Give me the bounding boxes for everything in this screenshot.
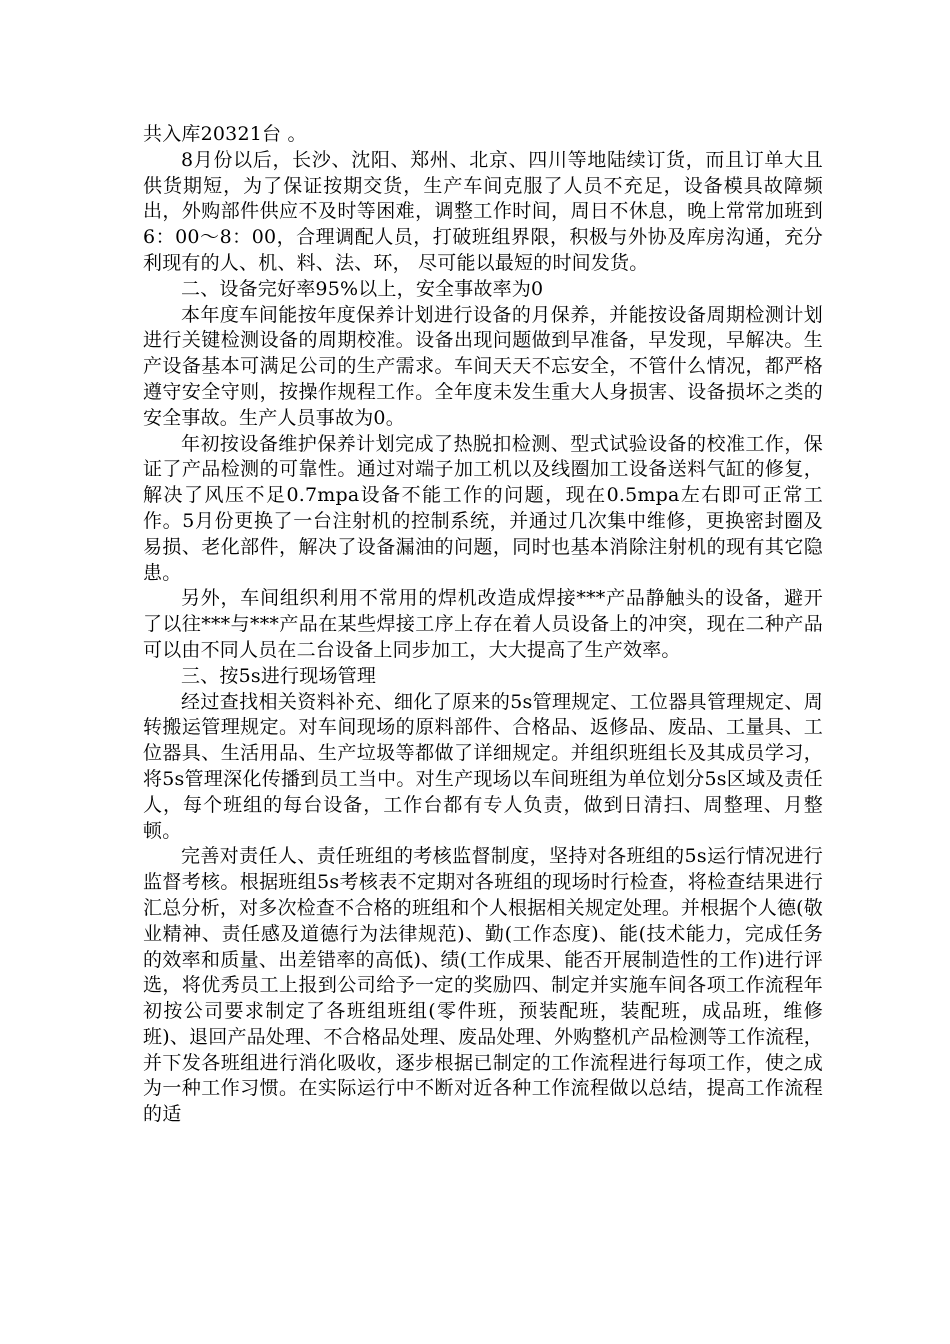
paragraph-august-orders: 8月份以后，长沙、沈阳、郑州、北京、四川等地陆续订货，而且订单大且供货期短，为了保证按期交货，生产车间克服了人员不充足，设备模具故障频出，外购部件供应不及时等困难，调整工作时间，周日不休息，晚上常常加班到6：00～8：00，合理调配人员，打破班组界限，积极与外协及库房沟通，充分利现有的人、机、料、法、环， 尽可能以最短的时间发货。 bbox=[143, 148, 823, 274]
paragraph-5s-regulations: 经过查找相关资料补充、细化了原来的5s管理规定、工位器具管理规定、周转搬运管理规定。对车间现场的原料部件、合格品、返修品、废品、工量具、工位器具、生活用品、生产垃圾等都做了详细规定。并组织班组长及其成员学习，将5s管理深化传播到员工当中。对生产现场以车间班组为单位划分5s区域及责任人，每个班组的每台设备，工作台都有专人负责，做到日清扫、周整理、月整顿。 bbox=[143, 690, 823, 842]
section-heading-equipment: 二、设备完好率95%以上，安全事故率为0 bbox=[181, 277, 544, 300]
paragraph-maintenance-plan: 本年度车间能按年度保养计划进行设备的月保养，并能按设备周期检测计划进行关键检测设备的周期校准。设备出现问题做到早准备，早发现，早解决。生产设备基本可满足公司的生产需求。车间天天不忘安全，不管什么情况，都严格遵守安全守则，按操作规程工作。全年度未发生重大人身损害、设备损坏之类的安全事故。生产人员事故为0。 bbox=[143, 303, 823, 429]
document-body bbox=[143, 122, 823, 1128]
paragraph-stock-total: 共入库20321台 。 bbox=[143, 123, 307, 145]
paragraph-calibration-repairs: 年初按设备维护保养计划完成了热脱扣检测、型式试验设备的校准工作，保证了产品检测的可靠性。通过对端子加工机以及线圈加工设备送料气缸的修复，解决了风压不足0.7mpa设备不能工作的问题，现在0.5mpa左右即可正常工作。5月份更换了一台注射机的控制系统，并通过几次集中维修，更换密封圈及易损、老化部件，解决了设备漏油的问题，同时也基本消除注射机的现有其它隐患。 bbox=[143, 432, 823, 584]
paragraph-assessment-workflow: 完善对责任人、责任班组的考核监督制度，坚持对各班组的5s运行情况进行监督考核。根据班组5s考核表不定期对各班组的现场时行检查，将检查结果进行汇总分析，对多次检查不合格的班组和个人根据相关规定处理。并根据个人德(敬业精神、责任感及道德行为法律规范)、勤(工作态度)、能(技术能力，完成任务的效率和质量、出差错率的高低)、绩(工作成果、能否开展制造性的工作)进行评选，将优秀员工上报到公司给予一定的奖励四、制定并实施车间各项工作流程年初按公司要求制定了各班组班组(零件班，预装配班，装配班，成品班，维修班)、退回产品处理、不合格品处理、废品处理、外购整机产品检测等工作流程，并下发各班组进行消化吸收，逐步根据已制定的工作流程进行每项工作，使之成为一种工作习惯。在实际运行中不断对近各种工作流程做以总结，提高工作流程的适 bbox=[143, 845, 823, 1126]
section-heading-5s: 三、按5s进行现场管理 bbox=[181, 664, 377, 687]
paragraph-welding-retrofit: 另外，车间组织利用不常用的焊机改造成焊接***产品静触头的设备，避开了以往***与***产品在某些焊接工序上存在着人员设备上的冲突，现在二种产品可以由不同人员在二台设备上同步加工，大大提高了生产效率。 bbox=[143, 587, 823, 661]
